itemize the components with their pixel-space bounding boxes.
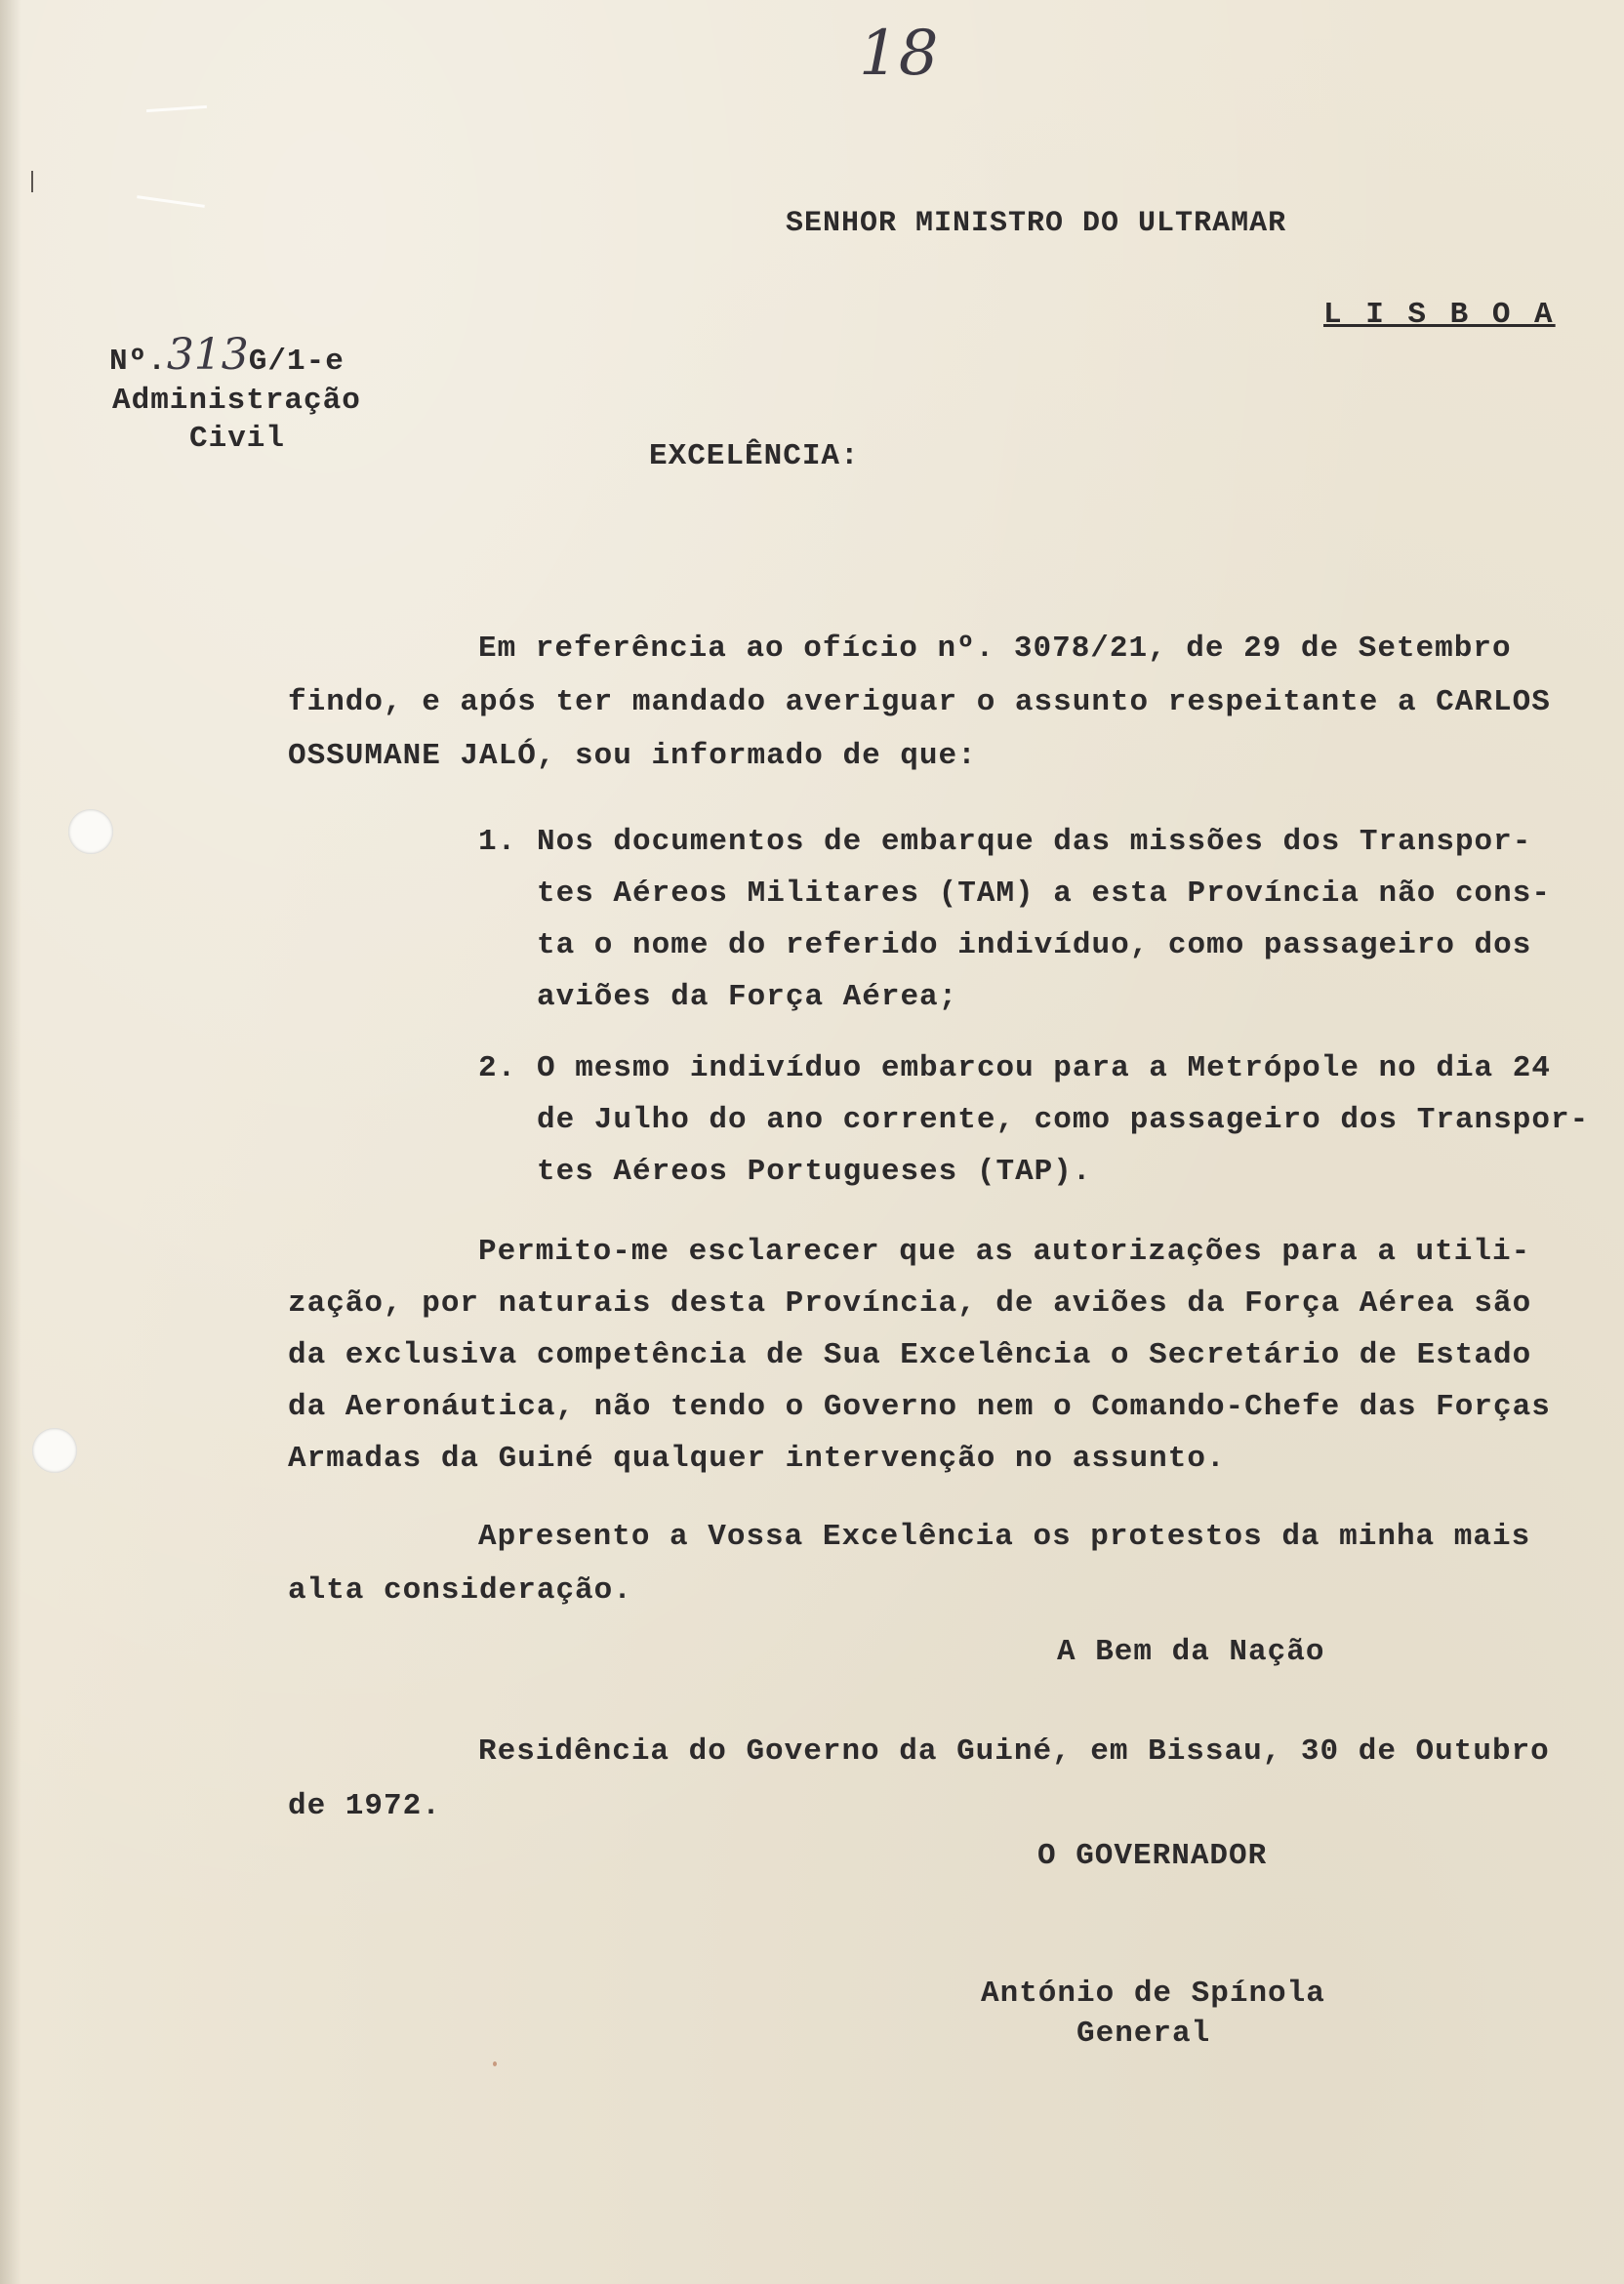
closing-line: Apresento a Vossa Excelência os protestos da minha mais [478,1520,1531,1554]
clarification-line: da Aeronáutica, não tendo o Governo nem o Comando-Chefe das Forças [288,1390,1551,1424]
item-line: de Julho do ano corrente, como passageiro dos Transpor- [537,1103,1590,1137]
clarification-line: Permito-me esclarecer que as autorizações para a utili- [478,1235,1531,1269]
item-line: Nos documentos de embarque das missões dos Transpor- [537,825,1532,859]
paper-mark [137,195,205,208]
ink-speck [493,2061,497,2066]
page-edge-shadow [0,0,21,2284]
reference-handwritten-number: 313 [166,330,249,380]
clarification-line: Armadas da Guiné qualquer intervenção no assunto. [288,1442,1226,1476]
department-line-2: Civil [189,422,286,456]
motto: A Bem da Nação [1057,1635,1325,1669]
paper-mark [146,105,207,112]
city: L I S B O A [1323,298,1556,332]
intro-line: findo, e após ter mandado averiguar o assunto respeitante a CARLOS [288,685,1551,719]
punch-hole-bottom [32,1428,77,1473]
closing-line: alta consideração. [288,1573,632,1608]
salutation: EXCELÊNCIA: [649,439,860,473]
item-line: aviões da Força Aérea; [537,980,958,1014]
item-number: 2. [478,1051,517,1085]
intro-line: Em referência ao ofício nº. 3078/21, de 29 de Setembro [478,632,1512,666]
reference-prefix: Nº. [109,345,167,379]
item-line: tes Aéreos Portugueses (TAP). [537,1155,1092,1189]
signatory-title: O GOVERNADOR [1037,1839,1268,1873]
clarification-line: zação, por naturais desta Província, de aviões da Força Aérea são [288,1286,1532,1321]
item-line: ta o nome do referido indivíduo, como passageiro dos [537,928,1532,962]
ink-speck [31,171,33,192]
item-number: 1. [478,825,517,859]
item-line: O mesmo indivíduo embarcou para a Metrópole no dia 24 [537,1051,1551,1085]
folio-number: 18 [859,18,939,90]
signatory-rank: General [1076,2017,1211,2051]
addressee: SENHOR MINISTRO DO ULTRAMAR [786,207,1287,240]
signatory-name: António de Spínola [981,1977,1325,2011]
intro-line: OSSUMANE JALÓ, sou informado de que: [288,739,977,773]
punch-hole-top [68,809,113,854]
place-date-line: Residência do Governo da Guiné, em Bissau, 30 de Outubro [478,1734,1550,1769]
clarification-line: da exclusiva competência de Sua Excelência o Secretário de Estado [288,1338,1532,1372]
reference-suffix: G/1-e [248,345,345,379]
item-line: tes Aéreos Militares (TAM) a esta Província não cons- [537,877,1551,911]
department-line-1: Administração [112,384,361,418]
reference-number-line [109,330,345,380]
place-date-line: de 1972. [288,1789,441,1823]
